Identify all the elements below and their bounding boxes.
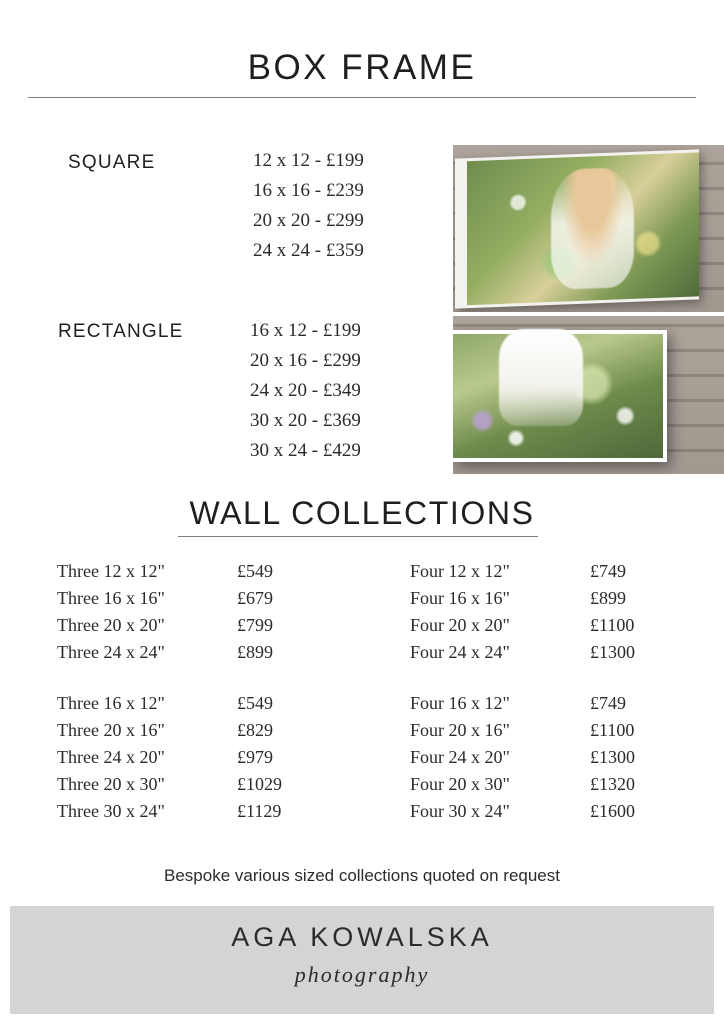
page-title-container [28, 50, 696, 85]
table-row [57, 771, 347, 798]
table-row [410, 744, 700, 771]
price-line: 24 x 20 - £349 [250, 380, 361, 401]
collection-name: Three 24 x 24" [57, 642, 165, 662]
table-row [57, 558, 347, 585]
box-frame-square-photo [453, 145, 724, 312]
wall-collections-divider [178, 536, 538, 537]
collection-name: Three 30 x 24" [57, 801, 165, 821]
collection-price: £1300 [590, 747, 635, 767]
table-row [57, 585, 347, 612]
price-line: 16 x 16 - £239 [253, 180, 364, 201]
collection-name: Four 16 x 16" [410, 588, 510, 608]
collection-name: Three 16 x 12" [57, 693, 165, 713]
table-row [57, 639, 347, 666]
collection-name: Three 20 x 16" [57, 720, 165, 740]
collection-price: £1100 [590, 615, 635, 635]
collection-name: Four 20 x 20" [410, 615, 510, 635]
collection-price: £1600 [590, 801, 635, 821]
collection-name: Four 12 x 12" [410, 561, 510, 581]
title-divider [28, 97, 696, 98]
framed-print [455, 149, 699, 308]
page-title: BOX FRAME [247, 48, 477, 87]
collection-price: £979 [237, 747, 273, 767]
price-line: 30 x 24 - £429 [250, 440, 361, 461]
collection-price: £1029 [237, 774, 282, 794]
rectangle-price-list [250, 316, 361, 466]
collection-price: £1320 [590, 774, 635, 794]
collection-price: £679 [237, 588, 273, 608]
price-line: 20 x 20 - £299 [253, 210, 364, 231]
collection-group-four-square [410, 558, 700, 666]
collection-name: Four 16 x 12" [410, 693, 510, 713]
collection-price: £549 [237, 561, 273, 581]
table-row [410, 717, 700, 744]
collection-price: £899 [237, 642, 273, 662]
collection-name: Three 24 x 20" [57, 747, 165, 767]
collection-name: Three 12 x 12" [57, 561, 165, 581]
table-row [410, 585, 700, 612]
bespoke-note: Bespoke various sized collections quoted on request [164, 866, 560, 885]
table-row [410, 639, 700, 666]
collection-price: £1100 [590, 720, 635, 740]
box-frame-rectangle-photo [453, 316, 724, 474]
square-category-label: SQUARE [68, 152, 156, 173]
collection-name: Four 24 x 24" [410, 642, 510, 662]
wall-collections-title: WALL COLLECTIONS [189, 495, 535, 531]
collection-name: Three 20 x 30" [57, 774, 165, 794]
collection-name: Three 20 x 20" [57, 615, 165, 635]
price-line: 20 x 16 - £299 [250, 350, 361, 371]
table-row [57, 690, 347, 717]
rectangle-category-label: RECTANGLE [58, 321, 184, 342]
collection-price: £549 [237, 693, 273, 713]
table-row [57, 717, 347, 744]
collection-price: £829 [237, 720, 273, 740]
collection-price: £749 [590, 693, 626, 713]
collection-name: Three 16 x 16" [57, 588, 165, 608]
price-line: 16 x 12 - £199 [250, 320, 361, 341]
table-row [57, 612, 347, 639]
print-artwork [467, 152, 699, 305]
collection-group-three-square [57, 558, 347, 666]
collection-name: Four 20 x 16" [410, 720, 510, 740]
collection-group-four-rectangle [410, 690, 700, 825]
collection-price: £1129 [237, 801, 282, 821]
collection-group-three-rectangle [57, 690, 347, 825]
table-row [410, 558, 700, 585]
price-line: 30 x 20 - £369 [250, 410, 361, 431]
collection-price: £899 [590, 588, 626, 608]
collection-price: £749 [590, 561, 626, 581]
framed-print [453, 330, 667, 462]
collection-price: £1300 [590, 642, 635, 662]
footer-bar [10, 906, 714, 1014]
table-row [410, 771, 700, 798]
table-row [410, 612, 700, 639]
table-row [57, 744, 347, 771]
brand-tagline: photography [294, 962, 430, 987]
brand-name: AGA KOWALSKA [231, 922, 493, 952]
collection-name: Four 20 x 30" [410, 774, 510, 794]
table-row [410, 690, 700, 717]
collection-price: £799 [237, 615, 273, 635]
print-artwork [453, 334, 663, 458]
table-row [57, 798, 347, 825]
square-price-list [253, 146, 364, 266]
collection-name: Four 24 x 20" [410, 747, 510, 767]
price-line: 12 x 12 - £199 [253, 150, 364, 171]
collection-name: Four 30 x 24" [410, 801, 510, 821]
price-line: 24 x 24 - £359 [253, 240, 364, 261]
table-row [410, 798, 700, 825]
